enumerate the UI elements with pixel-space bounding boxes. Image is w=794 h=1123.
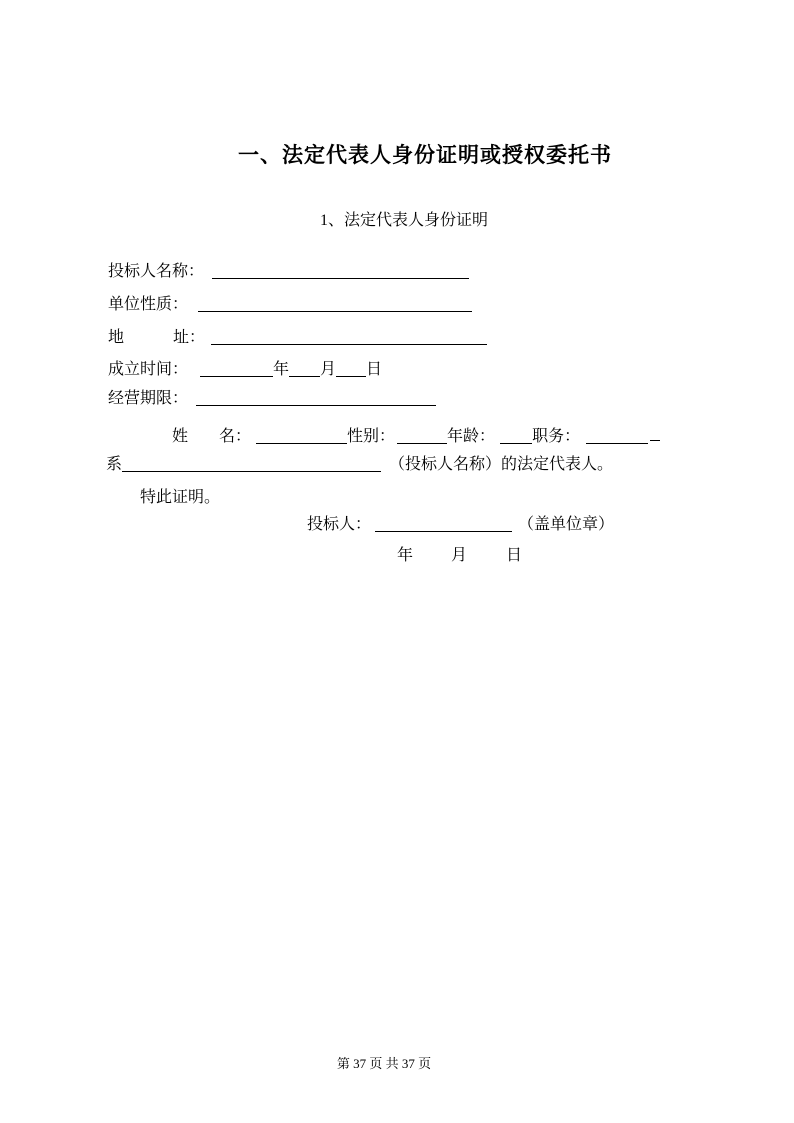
rep-age-label: 年龄： — [447, 428, 496, 445]
rep-name-blank — [256, 428, 347, 444]
rep-position-blank — [586, 428, 648, 444]
business-term-blank — [196, 390, 436, 406]
founding-day-label: 日 — [366, 361, 383, 378]
bidder-name-line — [108, 262, 469, 282]
bidder-name-label: 投标人名称： — [108, 263, 205, 280]
address-blank — [211, 329, 487, 345]
statement-prefix: 系 — [106, 456, 123, 473]
rep-name-label-second: 名： — [219, 428, 252, 445]
seal-note: （盖单位章） — [518, 516, 615, 533]
business-term-line — [108, 389, 436, 409]
address-line — [108, 328, 487, 348]
unit-nature-label: 单位性质： — [108, 296, 189, 313]
founding-year-blank — [200, 361, 273, 377]
page-title: 一、法定代表人身份证明或授权委托书 — [238, 144, 612, 167]
founding-date-line — [108, 360, 382, 380]
statement-suffix: （投标人名称）的法定代表人。 — [389, 456, 614, 473]
unit-nature-blank — [198, 296, 472, 312]
date-line — [397, 546, 522, 566]
unit-nature-line — [108, 295, 472, 315]
statement-blank — [122, 456, 381, 472]
page-footer: 第 37 页 共 37 页 — [336, 1056, 432, 1071]
founding-year-label: 年 — [273, 361, 290, 378]
bidder-name-blank — [212, 263, 469, 279]
founding-date-label: 成立时间： — [108, 361, 189, 378]
rep-age-blank — [500, 428, 532, 444]
date-month-label: 月 — [451, 547, 468, 564]
rep-gender-blank — [397, 428, 447, 444]
certify-text: 特此证明。 — [140, 489, 221, 506]
date-day-label: 日 — [506, 547, 523, 564]
certify-line — [140, 488, 220, 508]
signature-label: 投标人： — [307, 516, 372, 533]
founding-day-blank — [336, 361, 366, 377]
address-label-second: 址： — [173, 329, 206, 346]
statement-line — [106, 455, 613, 475]
legal-rep-line — [172, 425, 660, 447]
address-label-first: 地 — [108, 329, 125, 346]
rep-gender-label: 性别： — [347, 428, 396, 445]
signature-line — [307, 515, 614, 535]
signature-blank — [375, 516, 512, 532]
date-year-label: 年 — [397, 547, 414, 564]
founding-month-label: 月 — [320, 361, 337, 378]
founding-month-blank — [289, 361, 320, 377]
page-subtitle: 1、法定代表人身份证明 — [319, 212, 488, 229]
business-term-label: 经营期限： — [108, 390, 189, 407]
rep-position-label: 职务： — [532, 428, 581, 445]
rep-name-label-first: 姓 — [172, 428, 189, 445]
rep-position-blank-tail — [650, 425, 660, 441]
